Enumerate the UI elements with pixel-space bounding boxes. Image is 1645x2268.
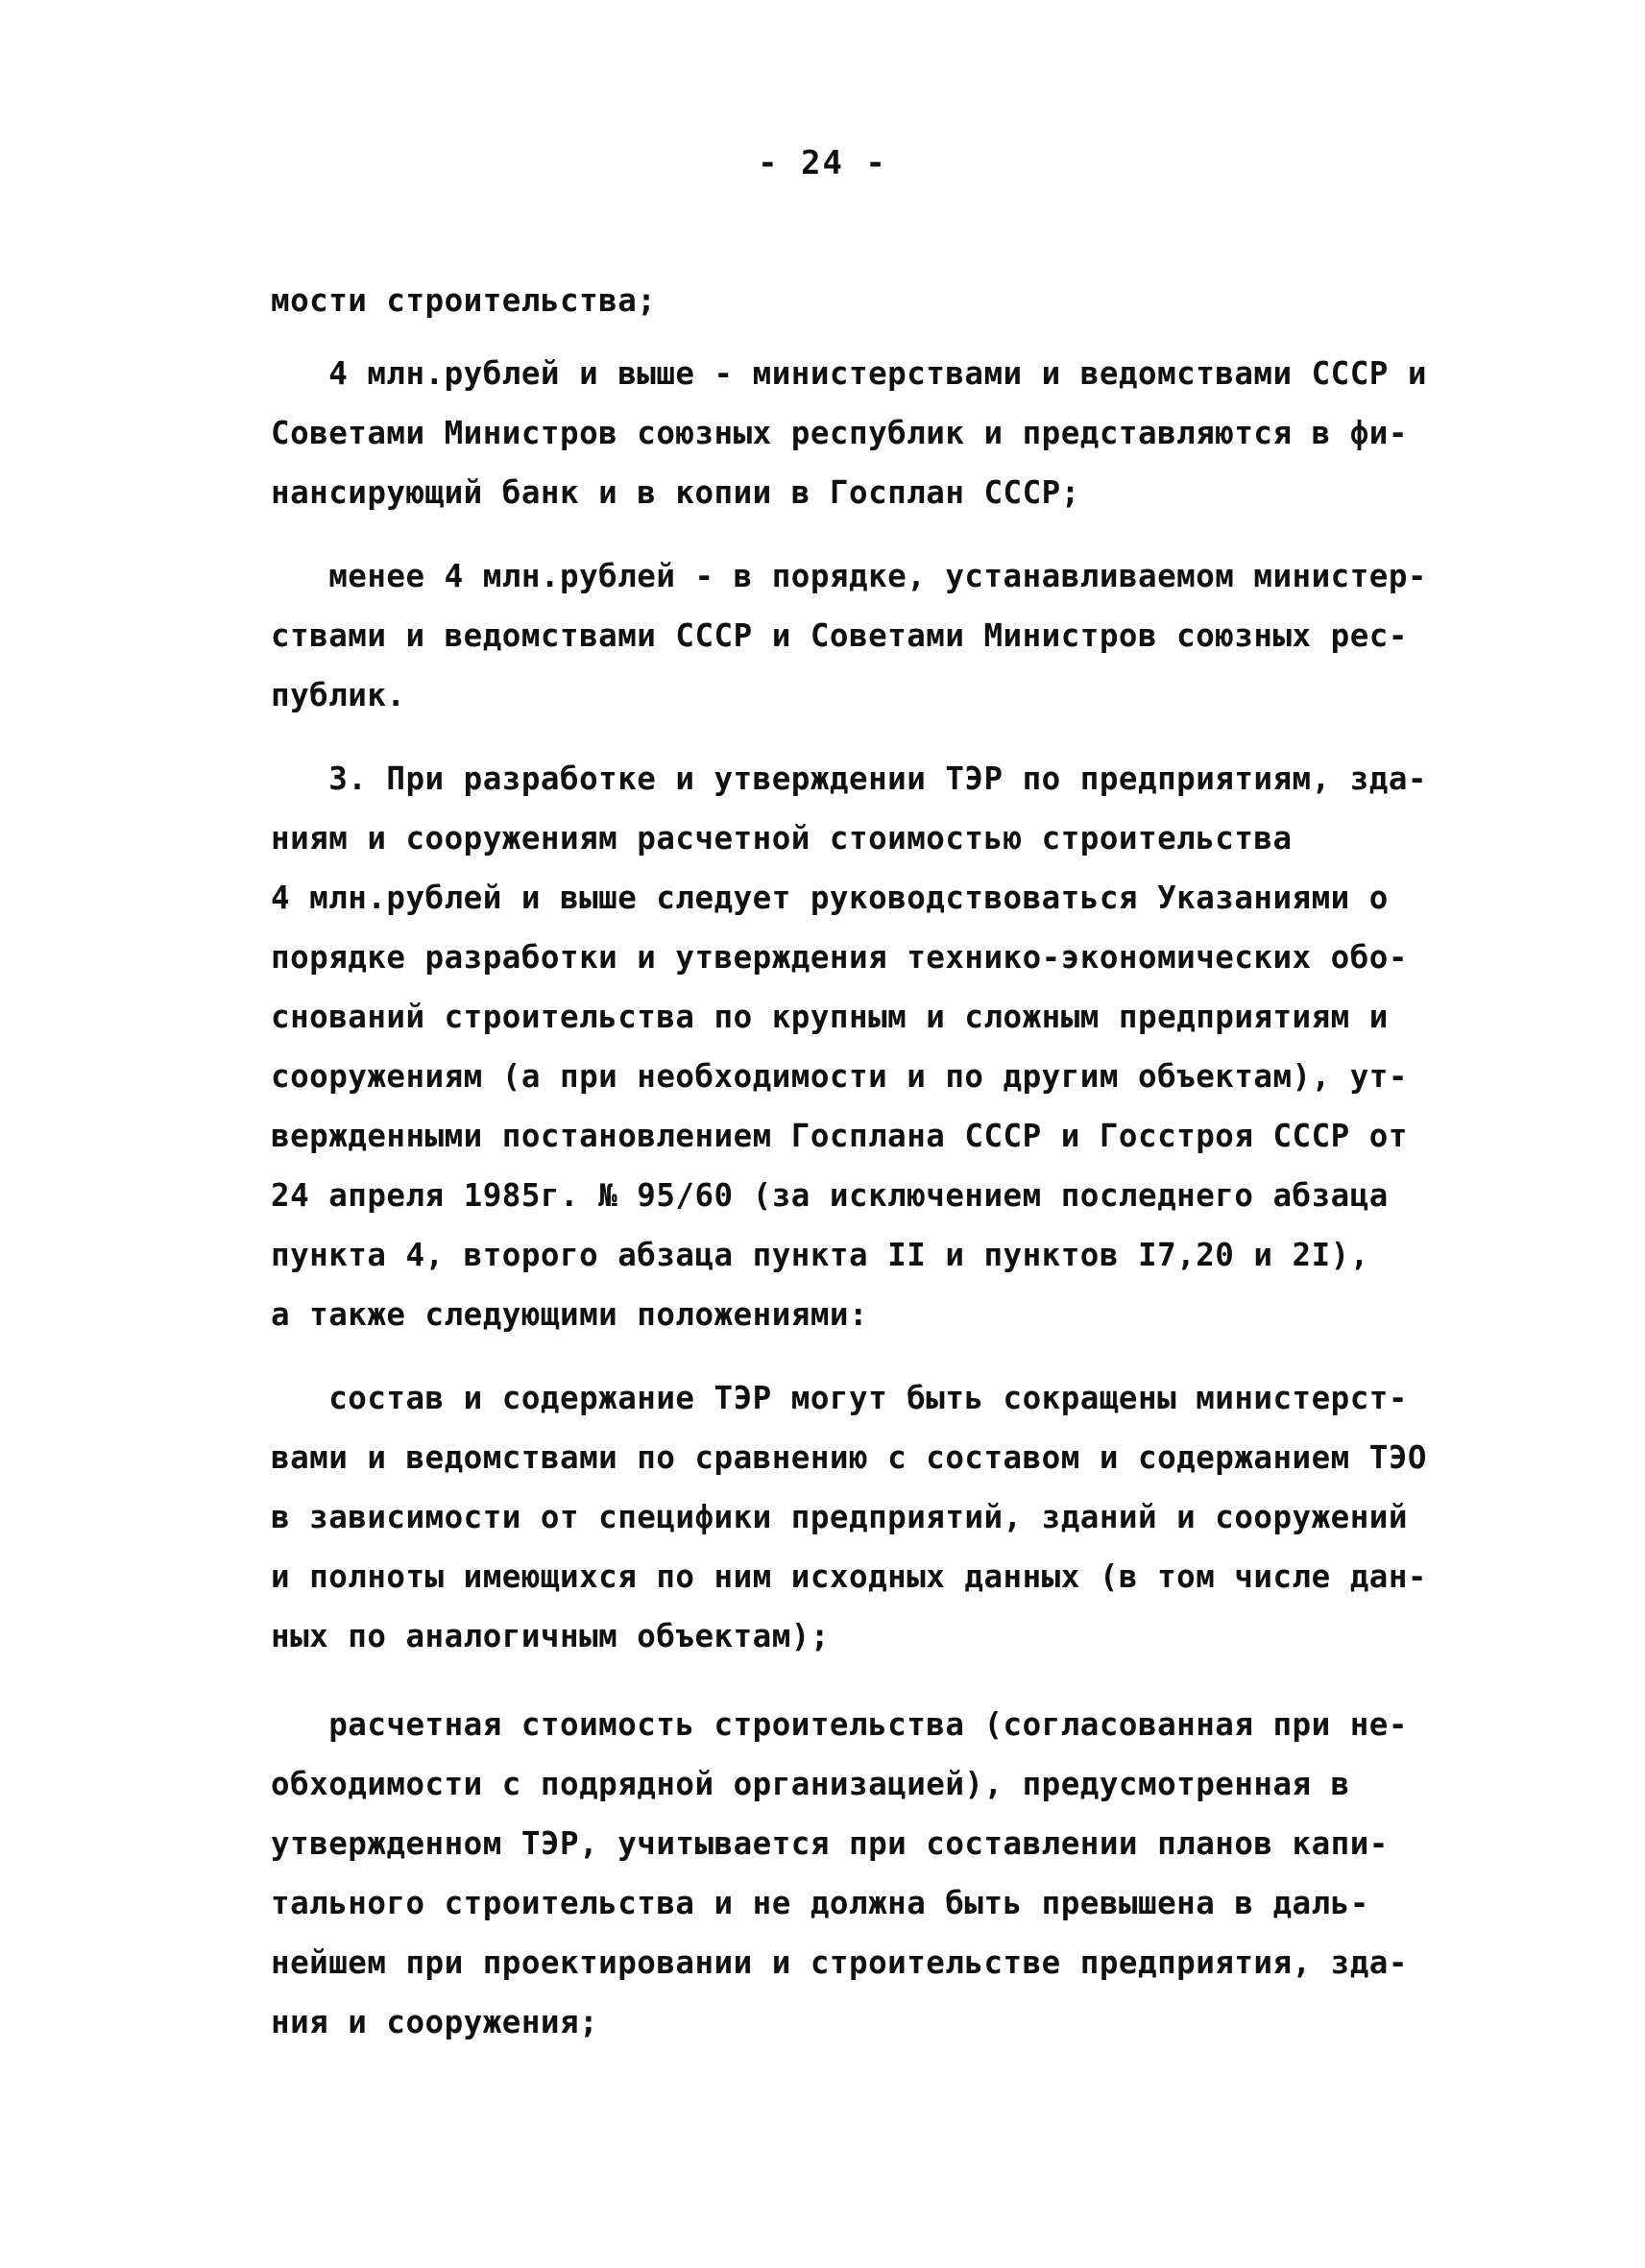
text-line: вержденными постановлением Госплана СССР и Госстроя СССР от [271, 1118, 1408, 1154]
text-line: порядке разработки и утверждения технико-экономических обо- [271, 939, 1408, 976]
text-line: ниям и сооружениям расчетной стоимостью строительства [271, 820, 1293, 857]
text-line: ных по аналогичным объектам); [271, 1618, 830, 1654]
text-line: ния и сооружения; [271, 2004, 599, 2040]
text-line: вами и ведомствами по сравнению с составом и содержанием ТЭО [271, 1439, 1427, 1476]
text-line: сооружениям (а при необходимости и по другим объектам), ут- [271, 1058, 1408, 1095]
text-line: мости строительства; [271, 282, 657, 319]
text-line: публик. [271, 677, 406, 713]
text-line: обходимости с подрядной организацией), предусмотренная в [271, 1766, 1350, 1802]
text-line: а также следующими положениями: [271, 1296, 869, 1333]
text-line: расчетная стоимость строительства (согласованная при не- [271, 1706, 1408, 1743]
text-line: состав и содержание ТЭР могут быть сокращены министерст- [271, 1380, 1408, 1416]
text-line: пункта 4, второго абзаца пункта II и пунктов I7,20 и 2I), [271, 1237, 1369, 1273]
text-line: менее 4 млн.рублей - в порядке, устанавливаемом министер- [271, 558, 1427, 594]
text-line: Советами Министров союзных республик и представляются в фи- [271, 415, 1408, 451]
text-line: 3. При разработке и утверждении ТЭР по предприятиям, зда- [271, 760, 1427, 797]
text-line: в зависимости от специфики предприятий, зданий и сооружений [271, 1499, 1408, 1535]
text-line: ствами и ведомствами СССР и Советами Министров союзных рес- [271, 617, 1408, 654]
text-line: 4 млн.рублей и выше - министерствами и ведомствами СССР и [271, 355, 1427, 392]
text-line: снований строительства по крупным и сложным предприятиям и [271, 999, 1389, 1035]
text-line: нансирующий банк и в копии в Госплан СССР; [271, 474, 1080, 511]
text-line: и полноты имеющихся по ним исходных данных (в том числе дан- [271, 1558, 1427, 1595]
text-line: 4 млн.рублей и выше следует руководствоваться Указаниями о [271, 880, 1389, 916]
text-line: 24 апреля 1985г. № 95/60 (за исключением последнего абзаца [271, 1177, 1389, 1214]
text-line: тального строительства и не должна быть превышена в даль- [271, 1885, 1369, 1921]
text-line: нейшем при проектировании и строительстве предприятия, зда- [271, 1944, 1408, 1981]
page-number: - 24 - [758, 144, 887, 182]
text-line: утвержденном ТЭР, учитывается при составлении планов капи- [271, 1825, 1389, 1862]
